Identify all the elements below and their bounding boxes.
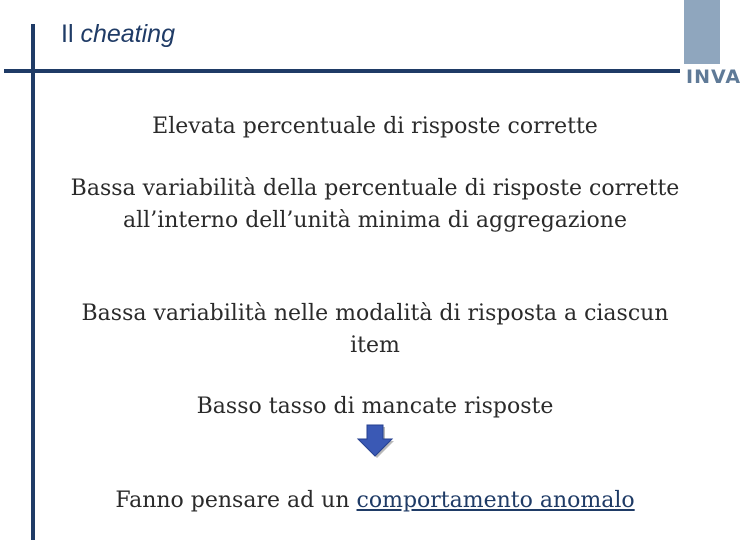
invalsi-logo (684, 0, 741, 95)
point-3: Bassa variabilità nelle modalità di risposta a ciascun item (81, 301, 669, 358)
title-prefix: Il (61, 20, 74, 48)
logo-block (684, 0, 720, 64)
conclusion-text: Fanno pensare ad un (115, 488, 350, 513)
point-4: Basso tasso di mancate risposte (196, 394, 554, 419)
horizontal-divider (4, 69, 680, 73)
arrow-shape (358, 425, 392, 456)
conclusion-emphasis: comportamento anomalo (356, 488, 635, 513)
down-arrow-icon (358, 424, 394, 458)
point-1: Elevata percentuale di risposte corrette (152, 114, 598, 139)
title-emphasis: cheating (80, 20, 175, 48)
slide-title (61, 20, 175, 49)
point-2: Bassa variabilità della percentuale di risposte corrette all’interno dell’unità minima di aggregazione (70, 176, 680, 233)
conclusion (60, 485, 690, 517)
vertical-divider (31, 24, 35, 540)
logo-text: INVA (686, 66, 741, 88)
